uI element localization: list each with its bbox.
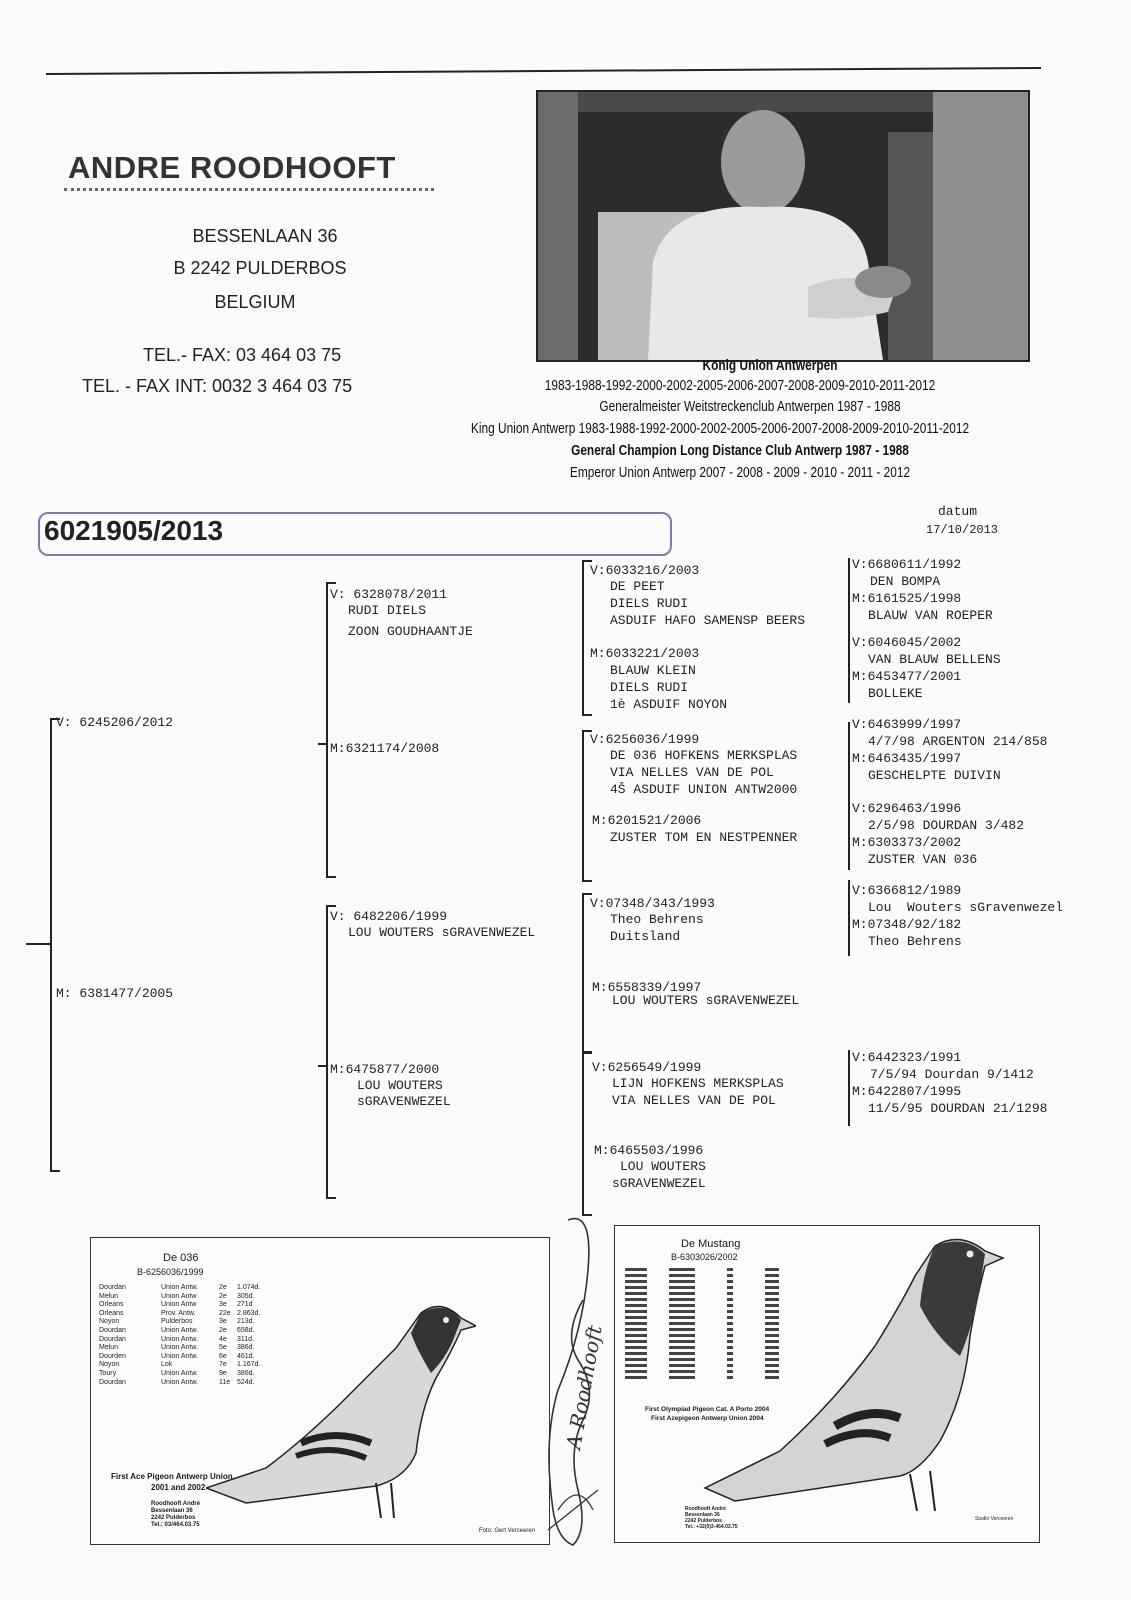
card-left-result-cell: 271d [237,1301,253,1309]
g4-6-sire-ring: V:6442323/1991 [852,1050,962,1065]
g4-6-dam-ring: M:6422807/1995 [852,1084,962,1099]
card-left-result-cell: Orleans [99,1309,124,1317]
g3-7-line-2: VIA NELLES VAN DE POL [612,1093,776,1108]
g3-8-line-2: sGRAVENWEZEL [612,1176,706,1191]
ring-number: 6021905/2013 [44,515,224,546]
title-line-6: Emperor Union Antwerp 2007 - 2008 - 2009 - 2010 - 2011 - 2012 [569,465,911,481]
card-left-result-cell: 2e [219,1292,227,1300]
g4-5-dam-line: Theo Behrens [868,934,962,949]
card-left-result-cell: 9e [219,1369,227,1377]
breeder-name: ANDRE ROODHOOFT [68,150,396,185]
card-left-result-cell: 11e [219,1378,231,1386]
card-left-ring: B-6256036/1999 [137,1267,204,1277]
g4-6-sire-line: 7/5/94 Dourdan 9/1412 [870,1067,1034,1082]
g2-dam-dam-line-2: sGRAVENWEZEL [357,1094,451,1109]
address-line-2: B 2242 PULDERBOS [173,258,347,278]
g4-4-dam-ring: M:6303373/2002 [852,835,962,850]
title-line-5: General Champion Long Distance Club Antwerp 1987 - 1988 [571,443,909,459]
card-right-owner-line-2: Bessenlaan 36 [685,1512,720,1518]
card-left-result-cell: 1.074d. [237,1284,261,1291]
name-underline [64,188,434,191]
card-right-caption-1: First Olympiad Pigeon Cat. A Porto 2004 [645,1406,770,1413]
g3-5-line-1: Theo Behrens [610,912,704,927]
card-left-result-cell: Melun [99,1292,119,1300]
pigeon-card-de-036 [90,1237,550,1545]
card-left-result-cell: 386d. [237,1344,255,1352]
g4-4-sire-ring: V:6296463/1996 [852,801,962,816]
card-left-result-cell: Dourdan [99,1284,126,1291]
card-right-ring: B-6303026/2002 [671,1252,738,1262]
card-right-owner-line-4: Tel.: +32(0)3-464.03.75 [685,1524,738,1530]
card-left-owner-line-1: Roodhooft André [151,1501,201,1507]
g3-2-ring: M:6033221/2003 [590,646,700,661]
g2-sire-sire-ring: V: 6328078/2011 [330,587,448,602]
bracket-level-4-c [848,880,850,956]
card-left-result-cell: Union Antw. [161,1352,198,1360]
g4-5-dam-ring: M:07348/92/182 [852,917,962,932]
g4-6-dam-line: 11/5/95 DOURDAN 21/1298 [868,1101,1048,1116]
card-left-owner-line-3: 2242 Pulderbos [151,1515,196,1521]
card-left-result-cell: Lok [161,1361,173,1369]
pigeon-card-de-mustang [614,1225,1040,1543]
card-left-result-cell: Union Antw. [161,1378,198,1386]
stub-l2-a [318,743,326,745]
card-left-result-cell: 22e [219,1309,231,1317]
pigeon-illustration-right [685,1226,1025,1516]
pedigree-root-stub [26,943,51,945]
card-left-caption-2: 2001 and 2002 [151,1483,206,1492]
g4-5-sire-line: Lou Wouters sGravenwezel [868,900,1064,915]
g2-dam-dam-ring: M:6475877/2000 [330,1062,440,1077]
telephone-international: TEL. - FAX INT: 0032 3 464 03 75 [82,376,353,396]
card-left-owner-line-4: Tel.: 03/464.03.75 [151,1522,200,1528]
card-left-result-cell: 658d. [237,1326,255,1334]
g3-8-ring: M:6465503/1996 [594,1143,704,1158]
card-left-result-cell: Dourden [99,1352,126,1360]
address-line-3: BELGIUM [214,292,296,312]
stub-l2-b [318,1065,326,1067]
g4-3-sire-line: 4/7/98 ARGENTON 214/858 [868,734,1048,749]
breeder-photo-drawing [538,92,1028,360]
card-right-caption-2: First Azepigeon Antwerp Union 2004 [651,1415,764,1422]
g4-4-sire-line: 2/5/98 DOURDAN 3/482 [868,818,1025,833]
title-line-1: König Union Antwerpen [702,358,838,374]
g2-dam-sire-line-1: LOU WOUTERS sGRAVENWEZEL [348,925,536,940]
g3-1-ring: V:6033216/2003 [590,563,700,578]
card-right-title: De Mustang [681,1238,741,1250]
card-left-result-cell: Union Antw. [161,1369,198,1377]
g3-7-ring: V:6256549/1999 [592,1060,702,1075]
g3-1-line-1: DE PEET [610,579,665,594]
pigeon-illustration-left [206,1278,476,1518]
card-left-result-cell: 3e [219,1318,227,1326]
card-left-photo-credit: Foto: Gert Verceeren [479,1528,536,1534]
card-left-result-cell: Dourdan [99,1335,126,1343]
bracket-level-3-a [582,560,592,716]
title-line-2: 1983-1988-1992-2000-2002-2005-2006-2007-2008-2009-2010-2011-2012 [544,378,936,394]
card-left-result-cell: 311d. [237,1335,254,1343]
card-left-result-cell: Union Antw. [161,1335,198,1343]
card-left-result-cell: 3e [219,1301,227,1309]
g3-5-line-2: Duitsland [610,929,681,944]
card-left-result-cell: 6e [219,1352,227,1360]
g2-dam-dam-line-1: LOU WOUTERS [357,1078,443,1093]
card-left-result-cell: 386d. [237,1369,255,1377]
card-left-owner-line-2: Bessenlaan 36 [151,1508,193,1514]
g4-3-dam-ring: M:6463435/1997 [852,751,962,766]
g3-2-line-2: DIELS RUDI [610,680,689,695]
card-left-result-cell: 2e [219,1284,227,1291]
g4-4-dam-line: ZUSTER VAN 036 [868,852,978,867]
card-left-result-cell: Union Antw. [161,1284,198,1291]
card-right-owner-line-3: 2242 Pulderbos [685,1518,722,1524]
bracket-level-1 [50,718,60,1172]
telephone: TEL.- FAX: 03 464 03 75 [143,345,342,365]
date-label: datum [938,504,978,519]
g3-3-line-2: VIA NELLES VAN DE POL [610,765,774,780]
g4-3-sire-ring: V:6463999/1997 [852,717,962,732]
card-left-result-cell: Orleans [99,1301,124,1309]
bracket-level-3-d [582,1052,592,1216]
g3-1-line-3: ASDUIF HAFO SAMENSP BEERS [610,613,806,628]
g3-7-line-1: LIJN HOFKENS MERKSPLAS [612,1076,784,1091]
g3-4-line-1: ZUSTER TOM EN NESTPENNER [610,830,798,845]
card-left-result-cell: 4e [219,1335,227,1343]
title-line-3: Generalmeister Weitstreckenclub Antwerpen 1987 - 1988 [599,399,901,415]
g3-3-ring: V:6256036/1999 [590,732,700,747]
card-left-result-cell: 2e [219,1326,227,1334]
card-left-result-cell: Dourdan [99,1326,126,1334]
g2-sire-sire-line-1: RUDI DIELS [348,603,427,618]
card-left-result-cell: 305d. [237,1292,255,1300]
title-line-4: King Union Antwerp 1983-1988-1992-2000-2002-2005-2006-2007-2008-2009-2010-2011-2012 [470,421,970,437]
g3-1-line-2: DIELS RUDI [610,596,689,611]
card-left-result-cell: 213d. [237,1318,255,1326]
card-left-result-cell: Toury [99,1369,117,1377]
g3-4-ring: M:6201521/2006 [592,813,702,828]
g3-2-line-3: 1è ASDUIF NOYON [610,697,728,712]
card-left-result-cell: Prov. Antw. [161,1309,196,1317]
card-left-result-cell: Union Antw [161,1301,197,1309]
g4-1-dam-line: BLAUW VAN ROEPER [868,608,993,623]
address-line-1: BESSENLAAN 36 [192,226,338,246]
card-left-owner [151,1501,200,1529]
g3-2-line-1: BLAUW KLEIN [610,663,696,678]
signature [538,1210,612,1550]
card-left-result-cell: Dourdan [99,1378,126,1386]
card-left-result-cell: 1.167d. [237,1361,261,1369]
g4-2-sire-line: VAN BLAUW BELLENS [868,652,1001,667]
dam: M: 6381477/2005 [56,986,174,1001]
g3-3-line-3: 4Š ASDUIF UNION ANTW2000 [610,782,798,797]
card-left-result-cell: 7e [219,1361,227,1369]
g3-5-ring: V:07348/343/1993 [590,896,715,911]
g3-6-line-1: LOU WOUTERS sGRAVENWEZEL [612,993,800,1008]
card-left-result-cell: Union Antw [161,1292,197,1300]
card-left-result-cell: Noyon [99,1361,120,1369]
bracket-level-2-dam [326,905,336,1199]
card-right-photo-credit: Studio Verceeren [975,1516,1014,1522]
g2-dam-sire-ring: V: 6482206/1999 [330,909,448,924]
card-right-owner-line-1: Roodhooft André [685,1506,726,1512]
card-left-result-cell: Union Antw. [161,1326,198,1334]
card-left-caption-1: First Ace Pigeon Antwerp Union [111,1472,233,1481]
card-left-result-cell: 461d. [237,1352,255,1360]
breeder-photo [536,90,1030,362]
sire: V: 6245206/2012 [56,715,174,730]
g2-sire-dam-ring: M:6321174/2008 [330,741,440,756]
g4-2-dam-ring: M:6453477/2001 [852,669,962,684]
date-value: 17/10/2013 [926,523,999,537]
g4-2-dam-line: BOLLEKE [868,686,923,701]
card-left-result-cell: 2.863d. [237,1309,261,1317]
top-rule [46,67,1041,75]
g4-1-sire-ring: V:6680611/1992 [852,557,962,572]
g3-6-ring: M:6558339/1997 [592,980,702,995]
g4-3-dam-line: GESCHELPTE DUIVIN [868,768,1001,783]
g4-2-sire-ring: V:6046045/2002 [852,635,962,650]
bracket-level-3-c [582,893,592,1053]
signature-text: A Roodhooft [561,1323,607,1451]
bracket-level-2-sire [326,582,336,878]
bracket-level-3-b [582,730,592,882]
bracket-level-4-a [848,558,850,703]
bracket-level-4-d [848,1050,850,1126]
card-left-result-cell: 524d. [237,1378,255,1386]
bracket-level-4-b [848,722,850,870]
g4-5-sire-ring: V:6366812/1989 [852,883,962,898]
card-left-result-cell: Noyon [99,1318,120,1326]
g2-sire-sire-line-2: ZOON GOUDHAANTJE [348,624,473,639]
card-left-result-cell: 5e [219,1344,227,1352]
card-left-result-cell: Melun [99,1344,119,1352]
g4-1-sire-line: DEN BOMPA [870,574,941,589]
card-left-result-cell: Union Antw. [161,1344,198,1352]
card-left-title: De 036 [163,1252,199,1264]
card-left-result-cell: Pulderbos [161,1318,193,1326]
g4-1-dam-ring: M:6161525/1998 [852,591,962,606]
g3-8-line-1: LOU WOUTERS [620,1159,706,1174]
g3-3-line-1: DE 036 HOFKENS MERKSPLAS [610,748,798,763]
